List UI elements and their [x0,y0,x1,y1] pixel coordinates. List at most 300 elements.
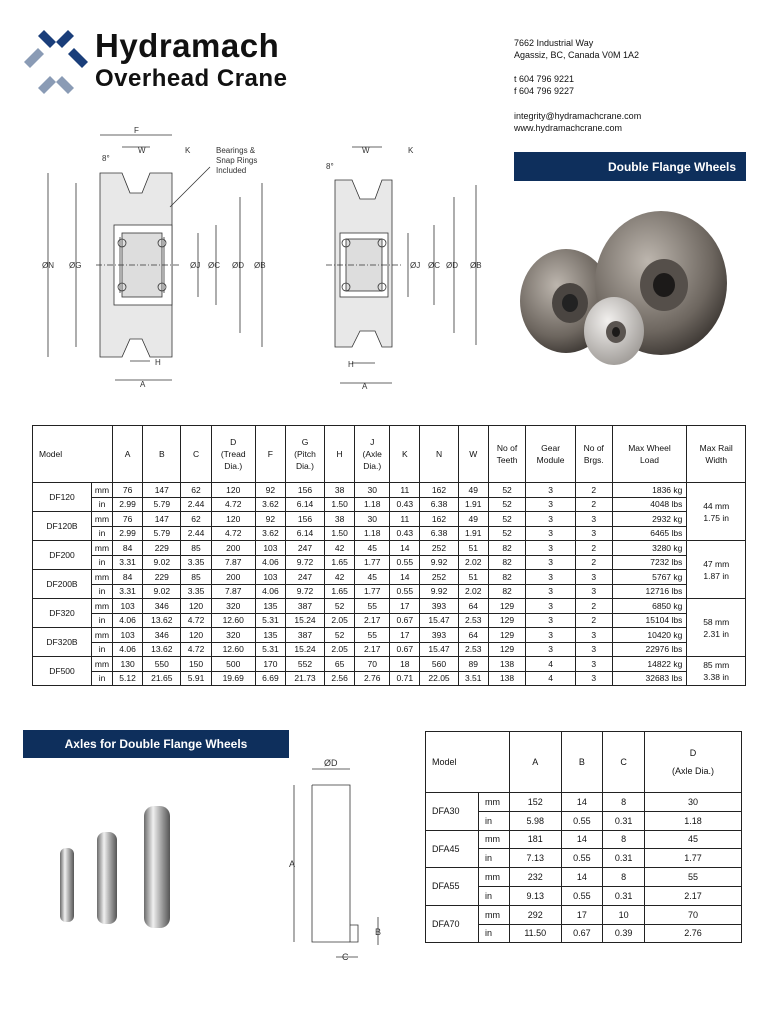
value-cell: 6.38 [420,526,458,541]
value-cell: 2.05 [325,642,355,657]
value-cell: 3.62 [255,497,285,512]
value-cell: 85 [181,570,211,585]
value-cell: 3 [526,541,576,556]
value-cell: 0.55 [390,584,420,599]
axle-value-cell: 10 [603,905,645,924]
value-cell: 560 [420,657,458,672]
model-cell: DF120B [33,512,92,541]
value-cell: 3 [575,526,612,541]
value-cell: 12.60 [211,613,255,628]
value-cell: 51 [458,570,488,585]
rail-width-cell [687,483,746,541]
rail-width-in: 3.38 in [703,672,729,682]
table-row [33,526,746,541]
value-cell: 4.72 [211,497,255,512]
dim-label-h: H [155,358,161,367]
axle-value-cell: 8 [603,793,645,812]
value-cell: 3 [575,570,612,585]
unit-cell: in [92,613,113,628]
table-header-cell [458,426,488,483]
header-text: W [469,449,478,459]
value-cell: 147 [143,512,181,527]
bearings-note-3: Included [216,166,247,175]
axle-dim-a: A [289,859,296,869]
value-cell: 150 [181,657,211,672]
value-cell: 3 [575,671,612,686]
value-cell: 162 [420,483,458,498]
axle-value-cell: 2.17 [645,886,742,905]
axle-value-cell: 9.13 [510,886,562,905]
value-cell: 135 [255,628,285,643]
unit-cell: mm [92,512,113,527]
value-cell: 247 [285,570,324,585]
value-cell: 3 [575,584,612,599]
axle-value-cell: 55 [645,868,742,887]
table-header-cell [575,426,612,483]
dim-label-d-right: ØD [446,261,458,270]
value-cell: 2932 kg [612,512,687,527]
value-cell: 3 [575,512,612,527]
axle-value-cell: 14 [561,868,603,887]
value-cell: 38 [325,512,355,527]
rail-width-in: 1.75 in [703,512,729,523]
brand-name: Hydramach [95,27,280,64]
value-cell: 82 [488,584,525,599]
value-cell: 2.44 [181,526,211,541]
table-header-cell [612,426,687,483]
table-header-cell [113,426,143,483]
value-cell: 120 [211,483,255,498]
header-text: Module [536,455,565,465]
rail-width-mm: 44 mm [703,500,730,511]
value-cell: 4.06 [255,555,285,570]
dim-label-h-right: H [348,360,354,369]
unit-cell: in [92,526,113,541]
value-cell: 13.62 [143,642,181,657]
value-cell: 6.14 [285,497,324,512]
axle-table-row [426,830,742,849]
header-text: Width [705,455,728,465]
value-cell: 52 [325,628,355,643]
value-cell: 62 [181,512,211,527]
value-cell: 3 [575,642,612,657]
axle-model-cell: DFA70 [426,905,479,943]
value-cell: 2.53 [458,642,488,657]
value-cell: 15.47 [420,642,458,657]
phone-number: t 604 796 9221 [514,74,575,84]
axle-value-cell: 0.55 [561,849,603,868]
value-cell: 82 [488,541,525,556]
value-cell: 103 [113,599,143,614]
value-cell: 2.17 [355,613,390,628]
value-cell: 2 [575,599,612,614]
axle-table-row [426,905,742,924]
header-text: D [230,437,237,447]
axle-value-cell: 0.31 [603,849,645,868]
value-cell: 10420 kg [612,628,687,643]
address-line-2: Agassiz, BC, Canada V0M 1A2 [514,50,640,60]
value-cell: 7.87 [211,555,255,570]
unit-cell: in [92,584,113,599]
dim-label-f: F [134,126,139,135]
unit-cell: in [92,671,113,686]
table-row [33,628,746,643]
axle-value-cell: 181 [510,830,562,849]
rail-width-cell [687,541,746,599]
table-header-cell [325,426,355,483]
value-cell: 14822 kg [612,657,687,672]
value-cell: 103 [255,541,285,556]
value-cell: 3 [526,497,576,512]
unit-cell: mm [92,599,113,614]
value-cell: 5.31 [255,642,285,657]
header-text: No of [496,443,518,453]
value-cell: 19.69 [211,671,255,686]
value-cell: 129 [488,642,525,657]
value-cell: 14 [390,570,420,585]
value-cell: 51 [458,541,488,556]
value-cell: 42 [325,570,355,585]
value-cell: 252 [420,541,458,556]
value-cell: 129 [488,599,525,614]
value-cell: 1.65 [325,555,355,570]
dim-label-c-right: ØC [428,261,440,270]
header-text: Dia.) [296,461,314,471]
value-cell: 2.56 [325,671,355,686]
value-cell: 9.02 [143,584,181,599]
value-cell: 156 [285,483,324,498]
value-cell: 4.72 [211,526,255,541]
value-cell: 103 [255,570,285,585]
value-cell: 9.72 [285,555,324,570]
axle-value-cell: 5.98 [510,811,562,830]
value-cell: 76 [113,512,143,527]
dim-label-w-right: W [362,146,370,155]
table-header-cell [390,426,420,483]
axle-header-b: B [561,732,603,793]
value-cell: 0.67 [390,642,420,657]
table-row [33,584,746,599]
table-row [33,483,746,498]
value-cell: 6.14 [285,526,324,541]
value-cell: 3 [526,628,576,643]
value-cell: 252 [420,570,458,585]
value-cell: 21.73 [285,671,324,686]
header-text: G [301,437,309,447]
axle-dim-b: B [375,927,382,937]
axle-value-cell: 14 [561,793,603,812]
fax-number: f 604 796 9227 [514,86,575,96]
unit-cell: in [92,555,113,570]
value-cell: 52 [488,483,525,498]
value-cell: 1.18 [355,526,390,541]
value-cell: 22.05 [420,671,458,686]
value-cell: 70 [355,657,390,672]
dim-label-deg: 8° [102,154,110,163]
value-cell: 1.50 [325,526,355,541]
wheel-spec-table [32,425,746,686]
value-cell: 3 [526,512,576,527]
value-cell: 2.76 [355,671,390,686]
axle-value-cell: 1.77 [645,849,742,868]
axle-value-cell: 8 [603,830,645,849]
table-header-cell [181,426,211,483]
value-cell: 0.55 [390,555,420,570]
axle-unit-cell: mm [479,793,510,812]
value-cell: 1.18 [355,497,390,512]
header-text: Dia.) [363,461,382,471]
value-cell: 130 [113,657,143,672]
value-cell: 4048 lbs [612,497,687,512]
value-cell: 1836 kg [612,483,687,498]
axle-unit-cell: in [479,811,510,830]
rail-width-mm: 58 mm [703,616,730,627]
value-cell: 1.91 [458,526,488,541]
value-cell: 55 [355,599,390,614]
value-cell: 52 [488,512,525,527]
value-cell: 7.87 [211,584,255,599]
value-cell: 64 [458,628,488,643]
value-cell: 17 [390,628,420,643]
dim-label-j-right: ØJ [410,261,421,270]
axle-value-cell: 0.31 [603,811,645,830]
header-text: Load [640,455,659,465]
value-cell: 15.47 [420,613,458,628]
value-cell: 552 [285,657,324,672]
value-cell: 229 [143,541,181,556]
unit-cell: mm [92,570,113,585]
value-cell: 30 [355,512,390,527]
value-cell: 64 [458,599,488,614]
axle-dim-d: ØD [324,758,338,768]
value-cell: 138 [488,671,525,686]
axle-header-d: D (Axle Dia.) [645,732,742,793]
dim-label-w: W [138,146,146,155]
website-link[interactable]: www.hydramachcrane.com [514,123,623,133]
header-text: (Axle [362,449,382,459]
value-cell: 0.43 [390,497,420,512]
axles-photo [50,800,180,930]
axle-technical-drawing [280,755,400,965]
header-text: Max Wheel [628,443,671,453]
dim-label-deg-right: 8° [326,162,334,171]
section-title: Double Flange Wheels [514,152,746,181]
axle-value-cell: 7.13 [510,849,562,868]
email-link[interactable]: integrity@hydramachcrane.com [514,111,642,121]
value-cell: 1.50 [325,497,355,512]
header-text: N [435,449,443,459]
value-cell: 15.24 [285,642,324,657]
rail-width-cell [687,657,746,686]
value-cell: 9.02 [143,555,181,570]
value-cell: 52 [488,526,525,541]
value-cell: 3280 kg [612,541,687,556]
dim-label-a: A [140,380,146,389]
value-cell: 84 [113,541,143,556]
value-cell: 3.62 [255,526,285,541]
value-cell: 82 [488,570,525,585]
model-cell: DF200 [33,541,92,570]
axle-value-cell: 152 [510,793,562,812]
value-cell: 15.24 [285,613,324,628]
dim-label-k: K [185,146,191,155]
table-row [33,512,746,527]
brand-subtitle: Overhead Crane [95,65,288,92]
value-cell: 247 [285,541,324,556]
value-cell: 6.69 [255,671,285,686]
value-cell: 9.72 [285,584,324,599]
value-cell: 156 [285,512,324,527]
value-cell: 84 [113,570,143,585]
wheel-section-right [326,180,402,347]
value-cell: 135 [255,599,285,614]
value-cell: 9.92 [420,555,458,570]
value-cell: 3.31 [113,584,143,599]
value-cell: 3 [526,642,576,657]
axle-value-cell: 232 [510,868,562,887]
value-cell: 89 [458,657,488,672]
axle-value-cell: 11.50 [510,924,562,943]
header-text: (Pitch [294,449,316,459]
table-header-cell [33,426,113,483]
value-cell: 6.38 [420,497,458,512]
value-cell: 2.02 [458,584,488,599]
value-cell: 2 [575,497,612,512]
axle-value-cell: 292 [510,905,562,924]
value-cell: 387 [285,628,324,643]
axle-unit-cell: in [479,924,510,943]
axle-unit-cell: mm [479,868,510,887]
value-cell: 200 [211,541,255,556]
axle-spec-table [425,731,742,943]
value-cell: 393 [420,599,458,614]
value-cell: 9.92 [420,584,458,599]
header-text: Dia.) [224,461,243,471]
value-cell: 2.99 [113,497,143,512]
dim-label-j: ØJ [190,261,201,270]
dim-label-d: ØD [232,261,244,270]
value-cell: 2 [575,555,612,570]
axle-header-c: C [603,732,645,793]
model-cell: DF320 [33,599,92,628]
axle-value-cell: 0.55 [561,886,603,905]
value-cell: 12716 lbs [612,584,687,599]
value-cell: 103 [113,628,143,643]
unit-cell: mm [92,628,113,643]
value-cell: 346 [143,599,181,614]
dim-label-k-right: K [408,146,414,155]
model-cell: DF500 [33,657,92,686]
value-cell: 2.05 [325,613,355,628]
dim-label-b: ØB [254,261,266,270]
value-cell: 4.06 [113,613,143,628]
value-cell: 7232 lbs [612,555,687,570]
axle-value-cell: 0.67 [561,924,603,943]
value-cell: 3 [575,628,612,643]
value-cell: 229 [143,570,181,585]
value-cell: 3 [526,526,576,541]
rail-width-mm: 85 mm [703,660,730,670]
value-cell: 45 [355,541,390,556]
axle-value-cell: 0.39 [603,924,645,943]
unit-cell: in [92,497,113,512]
value-cell: 3 [526,570,576,585]
header-text: C [192,449,200,459]
unit-cell: mm [92,657,113,672]
value-cell: 2.99 [113,526,143,541]
header-text: No of [583,443,604,453]
value-cell: 18 [390,657,420,672]
table-header-cell [143,426,181,483]
dim-label-n: ØN [42,261,54,270]
value-cell: 11 [390,483,420,498]
table-row [33,555,746,570]
value-cell: 162 [420,512,458,527]
rail-width-in: 2.31 in [703,628,729,639]
value-cell: 200 [211,570,255,585]
table-header-cell [355,426,390,483]
axle-value-cell: 45 [645,830,742,849]
header-text: Gear [541,443,561,453]
value-cell: 120 [181,628,211,643]
value-cell: 5.79 [143,497,181,512]
value-cell: 4 [526,657,576,672]
value-cell: 320 [211,628,255,643]
value-cell: 5.79 [143,526,181,541]
value-cell: 4.72 [181,642,211,657]
dim-label-b-right: ØB [470,261,482,270]
value-cell: 82 [488,555,525,570]
header-text: (Tread [220,449,246,459]
value-cell: 14 [390,541,420,556]
header-text: J [370,437,375,447]
value-cell: 5.91 [181,671,211,686]
value-cell: 2 [575,483,612,498]
header-text: A [124,449,131,459]
value-cell: 55 [355,628,390,643]
header-text: Teeth [496,455,518,465]
value-cell: 2.02 [458,555,488,570]
address-line-1: 7662 Industrial Way [514,38,594,48]
header-text: Brgs. [583,455,604,465]
bearings-note-2: Snap Rings [216,156,258,165]
axle-value-cell: 1.18 [645,811,742,830]
value-cell: 1.65 [325,584,355,599]
header-text: Model [39,449,63,459]
value-cell: 120 [181,599,211,614]
value-cell: 2 [575,613,612,628]
value-cell: 5.31 [255,613,285,628]
value-cell: 5767 kg [612,570,687,585]
dim-label-a-right: A [362,382,368,391]
value-cell: 346 [143,628,181,643]
value-cell: 17 [390,599,420,614]
value-cell: 2 [575,541,612,556]
header-text: F [267,449,273,459]
model-cell: DF120 [33,483,92,512]
axle-table-row [426,868,742,887]
value-cell: 387 [285,599,324,614]
value-cell: 52 [325,599,355,614]
value-cell: 550 [143,657,181,672]
table-header-cell [255,426,285,483]
value-cell: 0.67 [390,613,420,628]
axle-value-cell: 14 [561,830,603,849]
value-cell: 2.44 [181,497,211,512]
axle-value-cell: 70 [645,905,742,924]
value-cell: 2.53 [458,613,488,628]
value-cell: 147 [143,483,181,498]
